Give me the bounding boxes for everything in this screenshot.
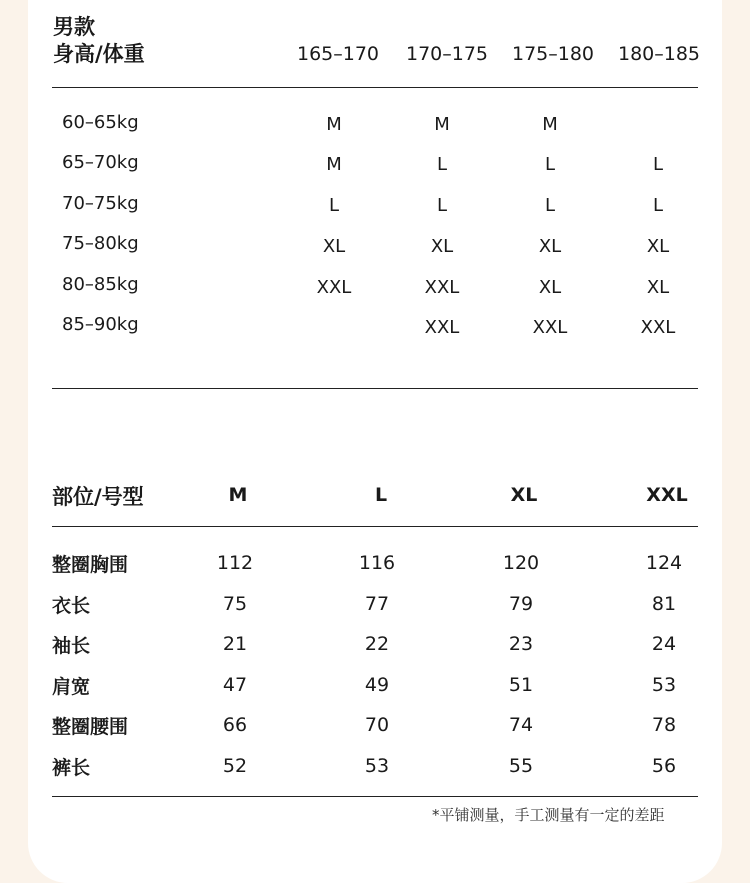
measure-cell: 75 xyxy=(222,593,248,615)
size-cell: XL xyxy=(538,236,562,257)
part-pants-length: 裤长 xyxy=(52,757,91,779)
weight-row-3: 70–75kg xyxy=(62,193,139,214)
height-col-3: 175–180 xyxy=(511,43,595,65)
measure-cell: 74 xyxy=(508,714,534,736)
size-head-m: M xyxy=(228,484,248,506)
size-cell: M xyxy=(542,114,558,135)
measure-cell: 22 xyxy=(364,633,390,655)
part-size-label: 部位/号型 xyxy=(52,485,144,509)
measurement-note: *平铺测量，手工测量有一定的差距 xyxy=(432,806,665,824)
measure-cell: 53 xyxy=(651,674,677,696)
weight-row-5: 80–85kg xyxy=(62,274,139,295)
size-cell: XXL xyxy=(532,317,568,338)
measure-cell: 23 xyxy=(508,633,534,655)
divider-measure-header xyxy=(52,526,698,527)
size-cell: XL xyxy=(322,236,346,257)
weight-row-2: 65–70kg xyxy=(62,152,139,173)
measure-cell: 24 xyxy=(651,633,677,655)
measure-cell: 112 xyxy=(216,552,254,574)
size-head-l: L xyxy=(374,484,388,506)
size-cell: XXL xyxy=(424,277,460,298)
size-cell: M xyxy=(326,154,342,175)
measure-cell: 52 xyxy=(222,755,248,777)
height-col-1: 165–170 xyxy=(296,43,380,65)
part-waist: 整圈腰围 xyxy=(52,716,129,738)
measure-cell: 56 xyxy=(651,755,677,777)
measure-cell: 77 xyxy=(364,593,390,615)
size-cell: XL xyxy=(646,236,670,257)
measure-cell: 55 xyxy=(508,755,534,777)
weight-row-6: 85–90kg xyxy=(62,314,139,335)
weight-row-1: 60–65kg xyxy=(62,112,139,133)
part-chest: 整圈胸围 xyxy=(52,554,129,576)
size-cell: L xyxy=(544,154,556,175)
divider-top xyxy=(52,87,698,88)
measure-cell: 66 xyxy=(222,714,248,736)
height-col-4: 180–185 xyxy=(617,43,701,65)
measure-cell: 53 xyxy=(364,755,390,777)
measure-cell: 79 xyxy=(508,593,534,615)
measure-cell: 116 xyxy=(358,552,396,574)
size-cell: XL xyxy=(430,236,454,257)
measure-cell: 78 xyxy=(651,714,677,736)
part-length: 衣长 xyxy=(52,595,91,617)
size-cell: L xyxy=(652,154,664,175)
size-cell: L xyxy=(652,195,664,216)
size-cell: XXL xyxy=(424,317,460,338)
size-cell: L xyxy=(328,195,340,216)
measure-cell: 47 xyxy=(222,674,248,696)
measure-cell: 120 xyxy=(502,552,540,574)
size-head-xl: XL xyxy=(510,484,538,506)
size-cell: L xyxy=(436,195,448,216)
size-head-xxl: XXL xyxy=(646,484,688,506)
part-shoulder: 肩宽 xyxy=(52,676,91,698)
size-cell: L xyxy=(436,154,448,175)
measure-cell: 124 xyxy=(645,552,683,574)
part-sleeve: 袖长 xyxy=(52,635,91,657)
size-cell: M xyxy=(326,114,342,135)
measure-cell: 81 xyxy=(651,593,677,615)
height-col-2: 170–175 xyxy=(405,43,489,65)
size-cell: M xyxy=(434,114,450,135)
gender-title: 男款 xyxy=(53,15,95,39)
measure-cell: 49 xyxy=(364,674,390,696)
size-cell: XL xyxy=(538,277,562,298)
size-cell: L xyxy=(544,195,556,216)
measure-cell: 70 xyxy=(364,714,390,736)
size-cell: XXL xyxy=(640,317,676,338)
divider-size-chart-bottom xyxy=(52,388,698,389)
height-weight-label: 身高/体重 xyxy=(53,42,145,66)
size-cell: XL xyxy=(646,277,670,298)
measure-cell: 51 xyxy=(508,674,534,696)
weight-row-4: 75–80kg xyxy=(62,233,139,254)
measure-cell: 21 xyxy=(222,633,248,655)
divider-measure-bottom xyxy=(52,796,698,797)
size-cell: XXL xyxy=(316,277,352,298)
